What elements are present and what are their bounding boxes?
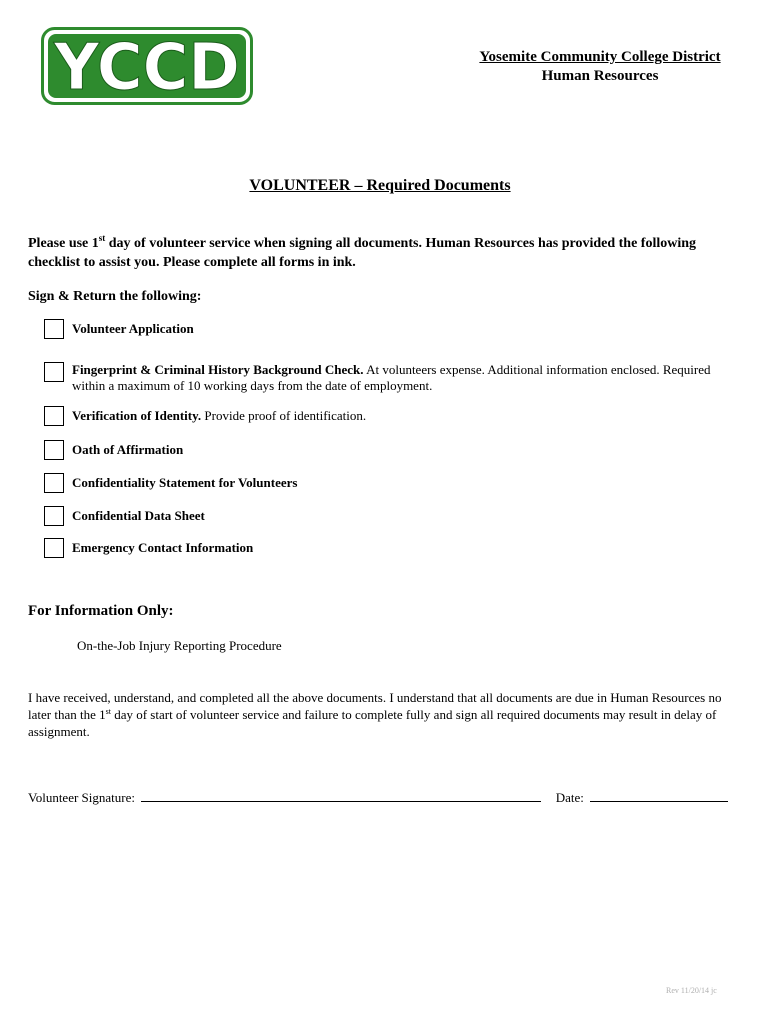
checklist-item-emergency-contact: [44, 538, 744, 558]
checkbox[interactable]: [44, 506, 64, 526]
info-only-label: For Information Only:: [28, 603, 174, 619]
yccd-logo-graphic: [41, 27, 253, 105]
checklist-item-title: Fingerprint & Criminal History Background Check.: [72, 362, 364, 377]
checkbox[interactable]: [44, 362, 64, 382]
checkbox[interactable]: [44, 440, 64, 460]
checklist-item-text: [72, 319, 194, 337]
checklist-item-text: [72, 406, 366, 424]
checklist-item-confidentiality-statement: [44, 473, 744, 493]
yccd-logo: [41, 27, 253, 105]
intro-text-1: Please use 1: [28, 236, 99, 251]
checklist-item-desc: Provide proof of identification.: [201, 408, 367, 423]
revision-note: Rev 11/20/14 jc: [666, 986, 717, 995]
department-name: Human Resources: [541, 68, 659, 84]
checklist-item-text: [72, 473, 297, 491]
signature-line[interactable]: [141, 789, 541, 802]
checklist-item-text: [72, 360, 724, 394]
info-only-item: On-the-Job Injury Reporting Procedure: [77, 638, 282, 653]
checklist-item-fingerprint-check: [44, 360, 724, 394]
checklist-item-title: Volunteer Application: [72, 321, 194, 336]
logo-text: YCCD: [53, 31, 240, 105]
checklist-item-title: Verification of Identity.: [72, 408, 202, 423]
checkbox[interactable]: [44, 538, 64, 558]
checklist-item-oath-affirmation: [44, 440, 744, 460]
intro-superscript: st: [98, 233, 106, 243]
checklist-item-title: Oath of Affirmation: [72, 442, 184, 457]
intro-paragraph: [28, 234, 728, 272]
checklist-item-confidential-data-sheet: [44, 506, 744, 526]
org-header: [430, 48, 770, 86]
checklist-item-text: [72, 506, 205, 524]
statement-text-1: I have received, understand, and completed all the above documents. I understand that all documents are due in Human Resources no later than the 1: [28, 690, 722, 722]
document-title: VOLUNTEER – Required Documents: [249, 177, 511, 194]
checkbox[interactable]: [44, 406, 64, 426]
date-label: Date:: [555, 790, 584, 805]
checklist-item-title: Confidentiality Statement for Volunteers: [72, 475, 298, 490]
checklist-item-desc: At volunteers expense. Additional information enclosed. Required within a maximum of 10 working days from the date of employment.: [72, 362, 711, 393]
checklist-item-volunteer-application: [44, 319, 744, 339]
checklist-item-title: Emergency Contact Information: [72, 540, 254, 555]
statement-superscript: st: [105, 707, 111, 716]
checklist-item-verification-identity: [44, 406, 744, 426]
signature-label: Volunteer Signature:: [28, 790, 135, 805]
checklist-item-title: Confidential Data Sheet: [72, 508, 205, 523]
intro-text-2: day of volunteer service when signing all documents. Human Resources has provided the following checklist to assist you. Please complete all forms in ink.: [28, 236, 697, 270]
checklist-item-text: [72, 440, 183, 458]
org-name: Yosemite Community College District: [479, 49, 721, 65]
signature-row: [28, 789, 738, 806]
checkbox[interactable]: [44, 473, 64, 493]
statement-text-2: day of start of volunteer service and failure to complete fully and sign all required documents may result in delay of assignment.: [28, 707, 717, 739]
sign-return-label: Sign & Return the following:: [28, 289, 202, 304]
acknowledgement-statement: [28, 689, 728, 740]
checkbox[interactable]: [44, 319, 64, 339]
date-line[interactable]: [590, 789, 728, 802]
checklist-item-text: [72, 538, 253, 556]
